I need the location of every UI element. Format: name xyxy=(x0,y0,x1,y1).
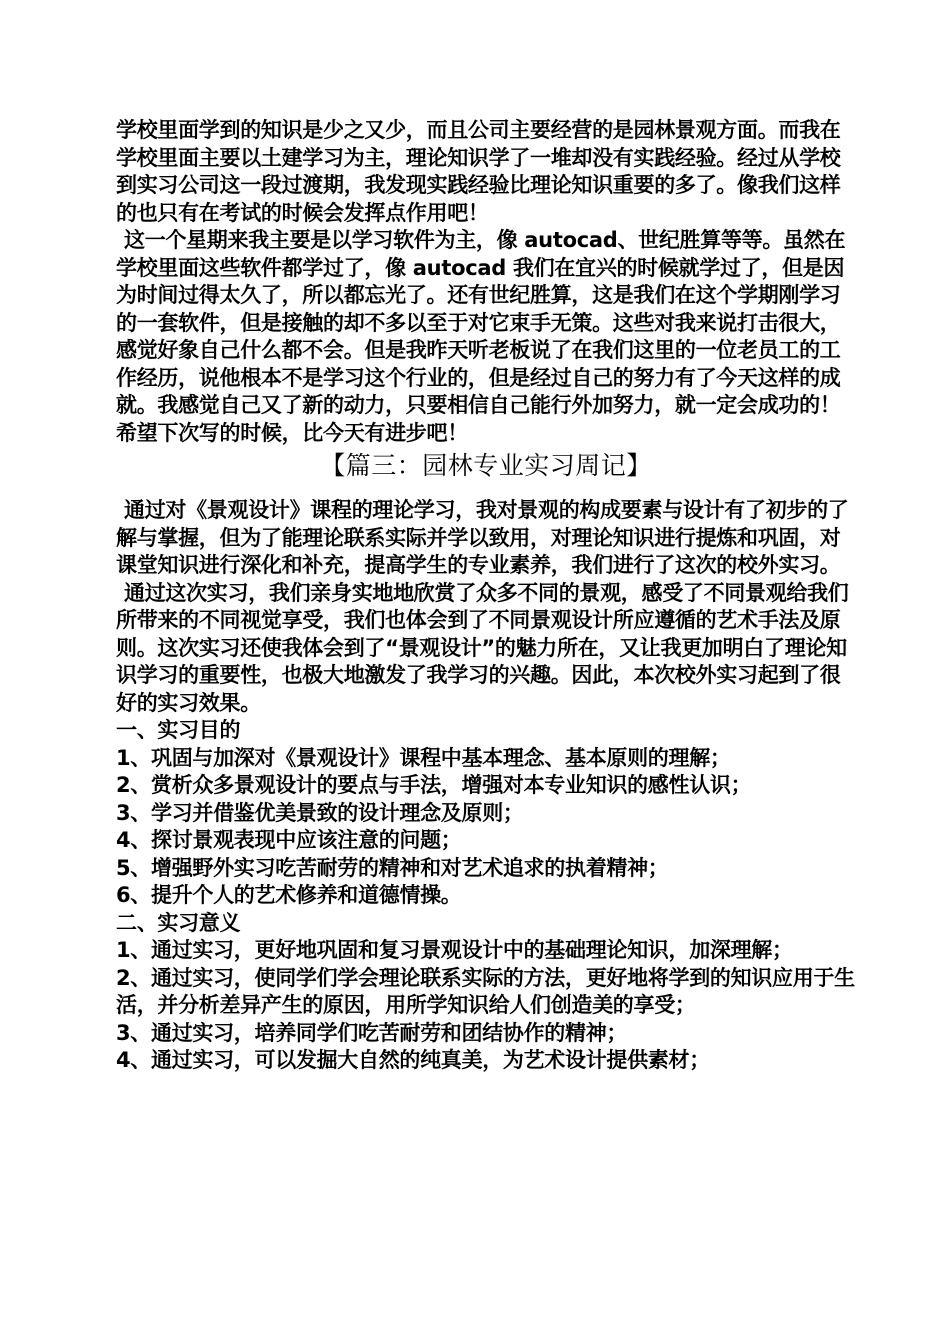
heading-purpose: 一、实习目的 xyxy=(116,718,241,742)
section-title: 【篇三：园林专业实习周记】 xyxy=(320,451,652,480)
meaning-item: 2、通过实习，使同学们学会理论联系实际的方法，更好地将学到的知识应用于生活，并分析差异产生的原因，用所学知识给人们创造美的享受； xyxy=(116,965,855,1017)
purpose-item: 5、增强野外实习吃苦耐劳的精神和对艺术追求的执着精神； xyxy=(116,855,669,880)
document-body xyxy=(116,117,856,1075)
purpose-item: 6、提升个人的艺术修养和道德情操。 xyxy=(116,883,462,907)
purpose-item: 1、巩固与加深对《景观设计》课程中基本理念、基本原则的理解； xyxy=(116,745,731,770)
purpose-item: 3、学习并借鉴优美景致的设计理念及原则； xyxy=(116,800,524,825)
body-paragraph-2: 通过这次实习，我们亲身实地地欣赏了众多不同的景观，感受了不同景观给我们所带来的不同视觉享受，我们也体会到了不同景观设计所应遵循的艺术手法及原则。这次实习还使我体会到了“景观设计”的魅力所在，又让我更加明白了理论知识学习的重要性，也极大地激发了我学习的兴趣。因此，本次校外实习起到了很好的实习效果。 xyxy=(116,580,849,715)
purpose-item: 4、探讨景观表现中应该注意的问题； xyxy=(116,828,462,852)
meaning-item: 1、通过实习，更好地巩固和复习景观设计中的基础理论知识，加深理解； xyxy=(116,938,793,962)
meaning-item: 3、通过实习，培养同学们吃苦耐劳和团结协作的精神； xyxy=(116,1020,628,1045)
intro-paragraph-2: 这一个星期来我主要是以学习软件为主，像 autocad、世纪胜算等等。虽然在学校里面这些软件都学过了，像 autocad 我们在宜兴的时候就学过了，但是因为时间过得太久了，所以都忘光了。还有世纪胜算，这是我们在这个学期刚学习的一套软件，但是接触的却不多以至于对它束手无策。这些对我来说打击很大，感觉好象自己什么都不会。但是我昨天听老板说了在我们这里的一位老员工的工作经历，说他根本不是学习这个行业的，但是经过自己的努力有了今天这样的成就。我感觉自己又了新的动力，只要相信自己能行外加努力，就一定会成功的！希望下次写的时候，比今天有进步吧！ xyxy=(116,228,846,445)
purpose-item: 2、赏析众多景观设计的要点与手法，增强对本专业知识的感性认识； xyxy=(116,773,752,797)
body-paragraph-1: 通过对《景观设计》课程的理论学习，我对景观的构成要素与设计有了初步的了解与掌握，但为了能理论联系实际并学以致用，对理论知识进行提炼和巩固，对课堂知识进行深化和补充，提高学生的专业素养，我们进行了这次的校外实习。 xyxy=(116,498,849,577)
meaning-item: 4、通过实习，可以发掘大自然的纯真美，为艺术设计提供素材； xyxy=(116,1048,710,1072)
intro-paragraph-1: 学校里面学到的知识是少之又少，而且公司主要经营的是园林景观方面。而我在学校里面主要以土建学习为主，理论知识学了一堆却没有实践经验。经过从学校到实习公司这一段过渡期，我发现实践经验比理论知识重要的多了。像我们这样的也只有在考试的时候会发挥点作用吧！ xyxy=(116,118,841,225)
heading-meaning: 二、实习意义 xyxy=(116,910,241,935)
